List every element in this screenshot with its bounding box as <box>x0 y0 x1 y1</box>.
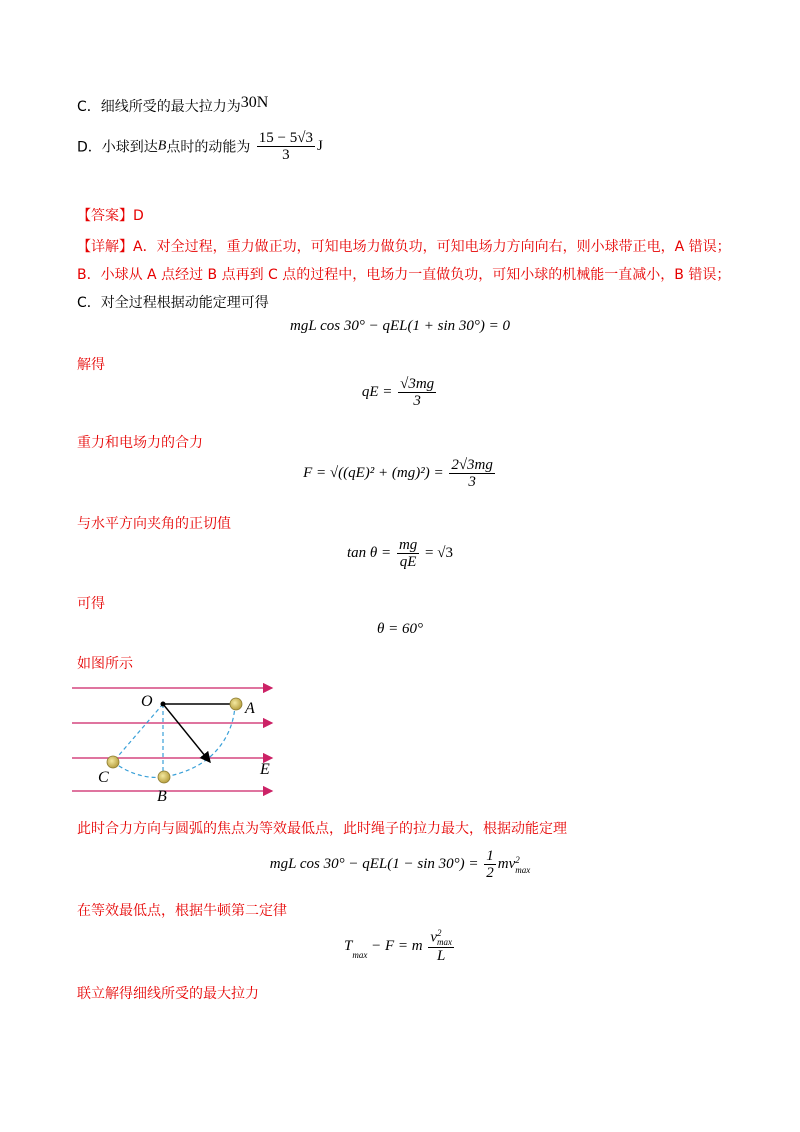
pivot-point <box>161 702 166 707</box>
equation-kinetic-right: mv <box>497 856 516 872</box>
ball-b <box>158 771 170 783</box>
label-o: O <box>141 693 153 710</box>
label-figure: 如图所示 <box>77 656 133 672</box>
equation-newton-den: L <box>436 948 446 964</box>
circular-arc <box>113 704 235 777</box>
equation-qe-left: qE = <box>361 384 393 400</box>
label-b: B <box>157 788 167 802</box>
label-tangent: 与水平方向夹角的正切值 <box>77 516 231 532</box>
equation-kinetic-sup: 2 <box>515 854 520 865</box>
equation-newton-t-sub: max <box>352 949 368 960</box>
label-a: A <box>245 700 255 717</box>
equation-tangent-den: qE <box>399 554 417 570</box>
equation-kinetic <box>0 848 800 881</box>
equation-newton-fraction <box>428 929 454 964</box>
equation-kinetic-sub: max <box>515 864 531 875</box>
equation-resultant-den: 3 <box>468 474 476 490</box>
equation-qe <box>0 376 800 409</box>
equation-resultant-fraction <box>449 457 495 490</box>
resultant-arrow <box>163 704 210 762</box>
label-solve: 解得 <box>77 357 105 373</box>
option-c-value: 30N <box>240 94 269 111</box>
equation-qe-den: 3 <box>413 393 421 409</box>
field-diagram <box>68 682 288 802</box>
equation-newton-mid: − F = m <box>367 938 423 954</box>
label-resultant: 重力和电场力的合力 <box>77 435 203 451</box>
equation-newton <box>0 929 800 964</box>
equation-resultant <box>0 457 800 490</box>
detail-a: 【详解】A．对全过程，重力做正功，可知电场力做负功，可知电场力方向向右，则小球带正电，A 错误； <box>77 239 731 255</box>
option-d-middle: 点时的动能为 <box>166 139 251 156</box>
option-d-unit: J <box>317 138 323 154</box>
option-d <box>77 130 323 170</box>
equation-tangent <box>0 537 800 570</box>
dashed-oc <box>113 704 163 762</box>
answer: 【答案】D <box>77 208 144 224</box>
label-obtain: 可得 <box>77 596 105 612</box>
option-c <box>77 96 268 116</box>
option-d-prefix: D．小球到达 <box>77 139 158 156</box>
equation-tangent-right: = √3 <box>425 545 453 561</box>
equation-newton-v-sup: 2 <box>437 928 442 938</box>
equation-tangent-num: mg <box>398 537 418 553</box>
detail-b: B．小球从 A 点经过 B 点再到 C 点的过程中，电场力一直做负功，可知小球的机械能一直减小，B 错误； <box>77 267 731 283</box>
detail-c: C．对全过程根据动能定理可得 <box>77 295 269 311</box>
equation-resultant-left: F = √((qE)² + (mg)²) = <box>303 465 444 481</box>
equation-energy: mgL cos 30° − qEL(1 + sin 30°) = 0 <box>289 318 510 334</box>
equation-qe-fraction <box>398 376 436 409</box>
equation-tangent-fraction <box>397 537 419 570</box>
label-final: 联立解得细线所受的最大拉力 <box>77 986 259 1002</box>
equation-kinetic-fraction <box>484 848 496 881</box>
equation-newton-t: T <box>343 938 353 954</box>
option-d-denominator: 3 <box>282 147 290 163</box>
ball-c <box>107 756 119 768</box>
ball-a <box>230 698 242 710</box>
label-newton: 在等效最低点，根据牛顿第二定律 <box>77 903 287 919</box>
equation-newton-v-sub: max <box>437 937 452 947</box>
equation-newton-num <box>428 929 454 948</box>
label-c: C <box>98 769 109 786</box>
option-d-point: B <box>157 138 167 154</box>
equation-kinetic-left: mgL cos 30° − qEL(1 − sin 30°) = <box>269 856 479 872</box>
equation-qe-num: √3mg <box>400 376 435 392</box>
para-lowest: 此时合力方向与圆弧的焦点为等效最低点，此时绳子的拉力最大，根据动能定理 <box>77 821 567 837</box>
option-d-numerator: 15 − 5√3 <box>258 130 313 146</box>
equation-kinetic-num: 1 <box>486 848 494 864</box>
equation-tangent-left: tan θ = <box>347 545 392 561</box>
equation-resultant-num: 2√3mg <box>451 457 493 473</box>
equation-angle: θ = 60° <box>377 621 423 637</box>
equation-newton-v: v <box>430 929 437 946</box>
label-e: E <box>260 761 270 778</box>
equation-kinetic-den: 2 <box>486 865 494 881</box>
option-d-fraction <box>257 130 315 163</box>
option-c-text: C．细线所受的最大拉力为 <box>77 99 241 115</box>
